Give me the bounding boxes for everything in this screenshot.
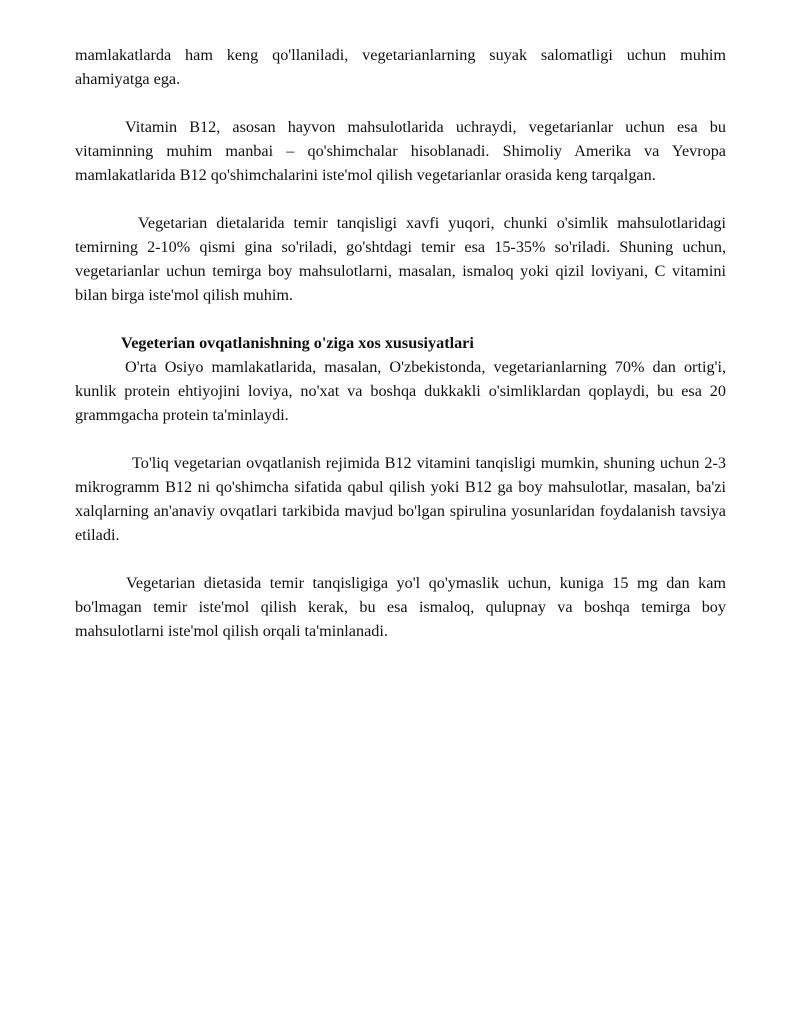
document-page xyxy=(75,43,726,643)
paragraph-central-asia-protein: O'rta Osiyo mamlakatlarida, masalan, O'zbekistonda, vegetarianlarning 70% dan ortig'i, kunlik protein ehtiyojini loviya, no'xat va boshqa dukkakli o'simliklardan qoplaydi, bu esa 20 grammgacha protein ta'minlaydi. xyxy=(75,358,726,424)
section-heading: Vegeterian ovqatlanishning o'ziga xos xususiyatlari xyxy=(121,334,474,352)
paragraph-bone-health-continuation: mamlakatlarda ham keng qo'llaniladi, vegetarianlarning suyak salomatligi uchun muhim ahamiyatga ega. xyxy=(75,46,726,88)
paragraph-b12-supplementation: To'liq vegetarian ovqatlanish rejimida B12 vitamini tanqisligi mumkin, shuning uchun 2-3 mikrogramm B12 ni qo'shimcha sifatida qabul qilish yoki B12 ga boy mahsulotlar, masalan, ba'zi xalqlarning an'anaviy ovqatlari tarkibida mavjud bo'lgan spirulina yosunlaridan foydalanish tavsiya etiladi. xyxy=(75,454,726,544)
paragraph-iron-intake: Vegetarian dietasida temir tanqisligiga yo'l qo'ymaslik uchun, kuniga 15 mg dan kam bo'lmagan temir iste'mol qilish kerak, bu esa ismaloq, qulupnay va boshqa temirga boy mahsulotlarni iste'mol qilish orqali ta'minlanadi. xyxy=(75,574,726,640)
paragraph-vitamin-b12: Vitamin B12, asosan hayvon mahsulotlarida uchraydi, vegetarianlar uchun esa bu vitaminning muhim manbai – qo'shimchalar hisoblanadi. Shimoliy Amerika va Yevropa mamlakatlarida B12 qo'shimchalarini iste'mol qilish vegetarianlar orasida keng tarqalgan. xyxy=(75,118,726,184)
paragraph-iron-deficiency: Vegetarian dietalarida temir tanqisligi xavfi yuqori, chunki o'simlik mahsulotlaridagi temirning 2-10% qismi gina so'riladi, go'shtdagi temir esa 15-35% so'riladi. Shuning uchun, vegetarianlar uchun temirga boy mahsulotlarni, masalan, ismaloq yoki qizil loviyani, C vitamini bilan birga iste'mol qilish muhim. xyxy=(75,214,726,304)
